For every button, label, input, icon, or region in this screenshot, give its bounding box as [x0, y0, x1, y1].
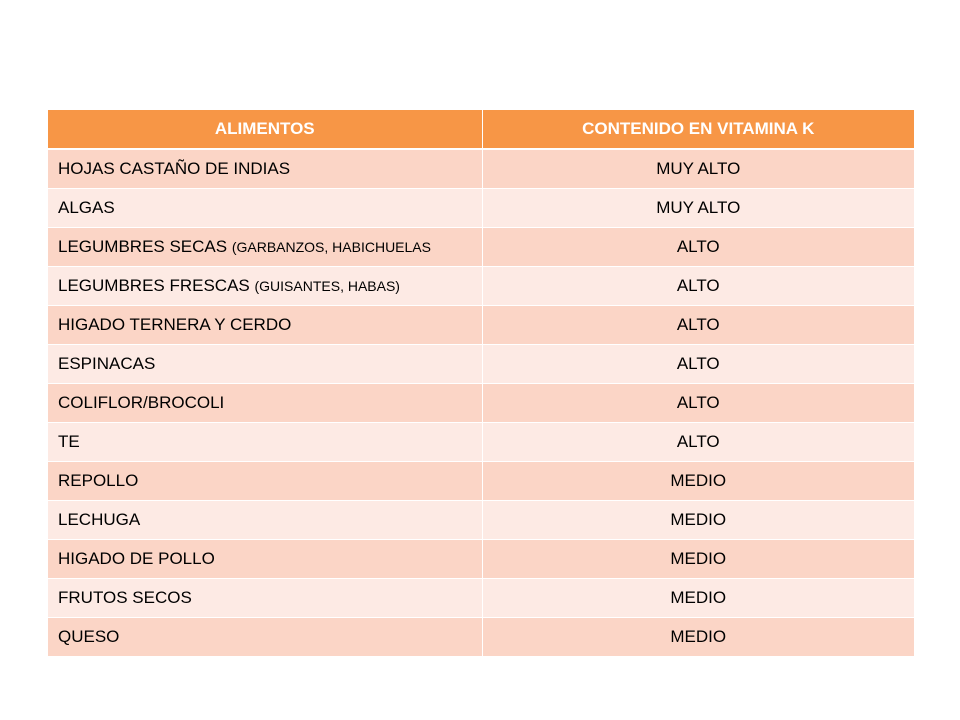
food-name: LEGUMBRES FRESCAS — [58, 276, 255, 295]
table-row — [48, 149, 914, 189]
table-row — [48, 423, 914, 462]
vitamin-k-table — [48, 110, 914, 656]
table-row — [48, 462, 914, 501]
food-name: LECHUGA — [58, 510, 141, 529]
table-row — [48, 345, 914, 384]
table-row — [48, 618, 914, 657]
vitamin-k-content-cell: ALTO — [482, 228, 914, 267]
food-name: HIGADO TERNERA Y CERDO — [58, 315, 292, 334]
food-cell — [48, 306, 482, 345]
food-name: HIGADO DE POLLO — [58, 549, 215, 568]
food-cell — [48, 540, 482, 579]
food-cell — [48, 462, 482, 501]
food-name: ESPINACAS — [58, 354, 156, 373]
food-cell — [48, 267, 482, 306]
food-cell — [48, 618, 482, 657]
table-row — [48, 540, 914, 579]
vitamin-k-content-cell: MEDIO — [482, 579, 914, 618]
header-contenido: CONTENIDO EN VITAMINA K — [482, 110, 914, 149]
table-row — [48, 189, 914, 228]
food-cell — [48, 345, 482, 384]
food-cell — [48, 149, 482, 189]
vitamin-k-content-cell: MEDIO — [482, 540, 914, 579]
food-note: (GUISANTES, HABAS) — [254, 278, 400, 294]
table-row — [48, 501, 914, 540]
table-row — [48, 267, 914, 306]
table-row — [48, 228, 914, 267]
table-row — [48, 579, 914, 618]
food-cell — [48, 189, 482, 228]
food-name: TE — [58, 432, 80, 451]
food-cell — [48, 423, 482, 462]
vitamin-k-content-cell: ALTO — [482, 423, 914, 462]
food-name: QUESO — [58, 627, 120, 646]
vitamin-k-content-cell: MEDIO — [482, 618, 914, 657]
food-name: LEGUMBRES SECAS — [58, 237, 232, 256]
food-cell — [48, 579, 482, 618]
table-header-row — [48, 110, 914, 149]
food-name: REPOLLO — [58, 471, 139, 490]
vitamin-k-content-cell: MEDIO — [482, 501, 914, 540]
food-name: ALGAS — [58, 198, 115, 217]
vitamin-k-content-cell: ALTO — [482, 267, 914, 306]
vitamin-k-content-cell: ALTO — [482, 306, 914, 345]
food-note: (GARBANZOS, HABICHUELAS — [231, 239, 431, 255]
food-cell — [48, 501, 482, 540]
food-name: COLIFLOR/BROCOLI — [58, 393, 225, 412]
vitamin-k-content-cell: ALTO — [482, 345, 914, 384]
header-alimentos: ALIMENTOS — [48, 110, 482, 149]
table-row — [48, 384, 914, 423]
food-cell — [48, 384, 482, 423]
vitamin-k-content-cell: MUY ALTO — [482, 149, 914, 189]
vitamin-k-content-cell: MUY ALTO — [482, 189, 914, 228]
vitamin-k-content-cell: ALTO — [482, 384, 914, 423]
table-row — [48, 306, 914, 345]
food-cell — [48, 228, 482, 267]
food-name: FRUTOS SECOS — [58, 588, 192, 607]
vitamin-k-content-cell: MEDIO — [482, 462, 914, 501]
food-name: HOJAS CASTAÑO DE INDIAS — [58, 159, 291, 178]
table-body — [48, 149, 914, 656]
